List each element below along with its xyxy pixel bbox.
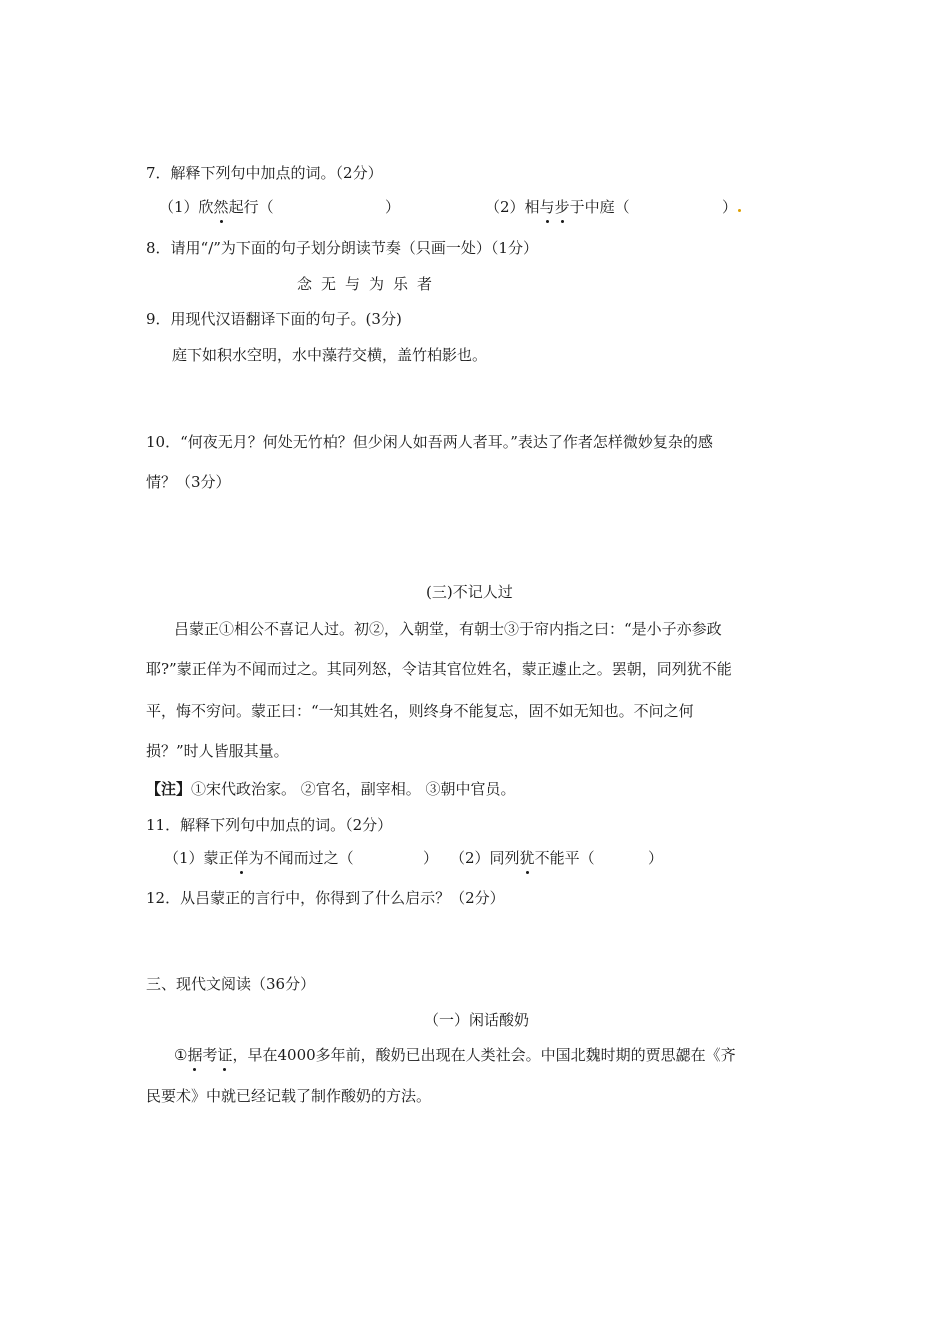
q10-line-1: 10．“何夜无月？何处无竹柏？但少闲人如吾两人者耳。”表达了作者怎样微妙复杂的感	[146, 433, 713, 451]
p1-dotted-word-2: 证	[217, 1046, 233, 1064]
q7-item1-close: ）	[385, 198, 401, 216]
q9-sentence: 庭下如积水空明，水中藻荇交横，盖竹柏影也。	[172, 346, 488, 364]
q7-prompt	[146, 163, 383, 183]
yellow-dot-mark	[738, 209, 741, 212]
q7-item-1	[159, 197, 274, 217]
passage-3-line-4: 损？”时人皆服其量。	[146, 742, 289, 760]
passage-3-line-1: 吕蒙正①相公不喜记人过。初②，入朝堂，有朝士③于帘内指之曰：“是小子亦参政	[174, 620, 722, 638]
q11-item2-dotted-word: 犹	[519, 849, 535, 867]
q11-item-2	[450, 848, 595, 868]
q9-prompt: 9．用现代汉语翻译下面的句子。(3分)	[146, 310, 402, 328]
note-text: ①宋代政治家。 ②官名，副宰相。 ③朝中官员。	[191, 780, 516, 798]
q7-number: 7．	[146, 164, 171, 182]
q7-item1-pre: （1）欣	[159, 198, 214, 216]
q11-item-1	[164, 848, 354, 868]
q7-item2-close-text: ）	[722, 198, 738, 216]
q11-item2-post: 不能平（	[534, 849, 595, 867]
p1-marker: ①	[174, 1046, 188, 1064]
q7-item1-dotted-word: 然	[213, 198, 229, 216]
section-3-title: （一）闲话酸奶	[424, 1011, 530, 1029]
q8-sentence: 念无与为乐者	[297, 275, 442, 293]
p1-line1-rest: ，早在4000多年前，酸奶已出现在人类社会。中国北魏时期的贾思勰在《齐	[232, 1046, 736, 1064]
q7-item2-dotted-word-1: 与	[539, 198, 555, 216]
passage-3-line-2: 耶?”蒙正佯为不闻而过之。其同列怒，令诘其官位姓名，蒙正遽止之。罢朝，同列犹不能	[146, 660, 732, 678]
section-3-paragraph-1-line-1	[174, 1045, 736, 1065]
q11-item1-post: 为不闻而过之（	[248, 849, 354, 867]
p1-dotted-word-1: 据	[187, 1046, 203, 1064]
q7-item2-pre: （2）相	[485, 198, 540, 216]
q7-item-2	[485, 197, 630, 217]
passage-3-title: (三)不记人过	[426, 583, 513, 601]
section-3-paragraph-1-line-2: 民要术》中就已经记载了制作酸奶的方法。	[146, 1087, 432, 1105]
q8-prompt: 8．请用“/”为下面的句子划分朗读节奏（只画一处）（1分）	[146, 239, 538, 257]
q7-item2-dotted-word-2: 步	[554, 198, 570, 216]
q10-line-2: 情？（3分）	[146, 473, 231, 491]
q7-item2-close	[722, 197, 741, 217]
q11-item1-close: ）	[423, 849, 439, 867]
q7-item1-post: 起行（	[228, 198, 274, 216]
q7-item2-post: 于中庭（	[569, 198, 630, 216]
q11-item1-dotted-word: 佯	[233, 849, 249, 867]
section-3-heading: 三、现代文阅读（36分）	[146, 975, 316, 993]
q7-text: 解释下列句中加点的词。（2分）	[170, 164, 383, 182]
passage-3-note	[146, 779, 516, 799]
p1-mid: 考	[202, 1046, 218, 1064]
q11-item2-pre: （2）同列	[450, 849, 520, 867]
q11-prompt: 11．解释下列句中加点的词。（2分）	[146, 816, 393, 834]
q11-item2-close: ）	[648, 849, 664, 867]
note-label: 【注】	[146, 780, 192, 798]
q12-prompt: 12．从吕蒙正的言行中，你得到了什么启示？（2分）	[146, 889, 505, 907]
q11-item1-pre: （1）蒙正	[164, 849, 234, 867]
passage-3-line-3: 平，悔不穷问。蒙正曰：“一知其姓名，则终身不能复忘，固不如无知也。不问之何	[146, 702, 694, 720]
